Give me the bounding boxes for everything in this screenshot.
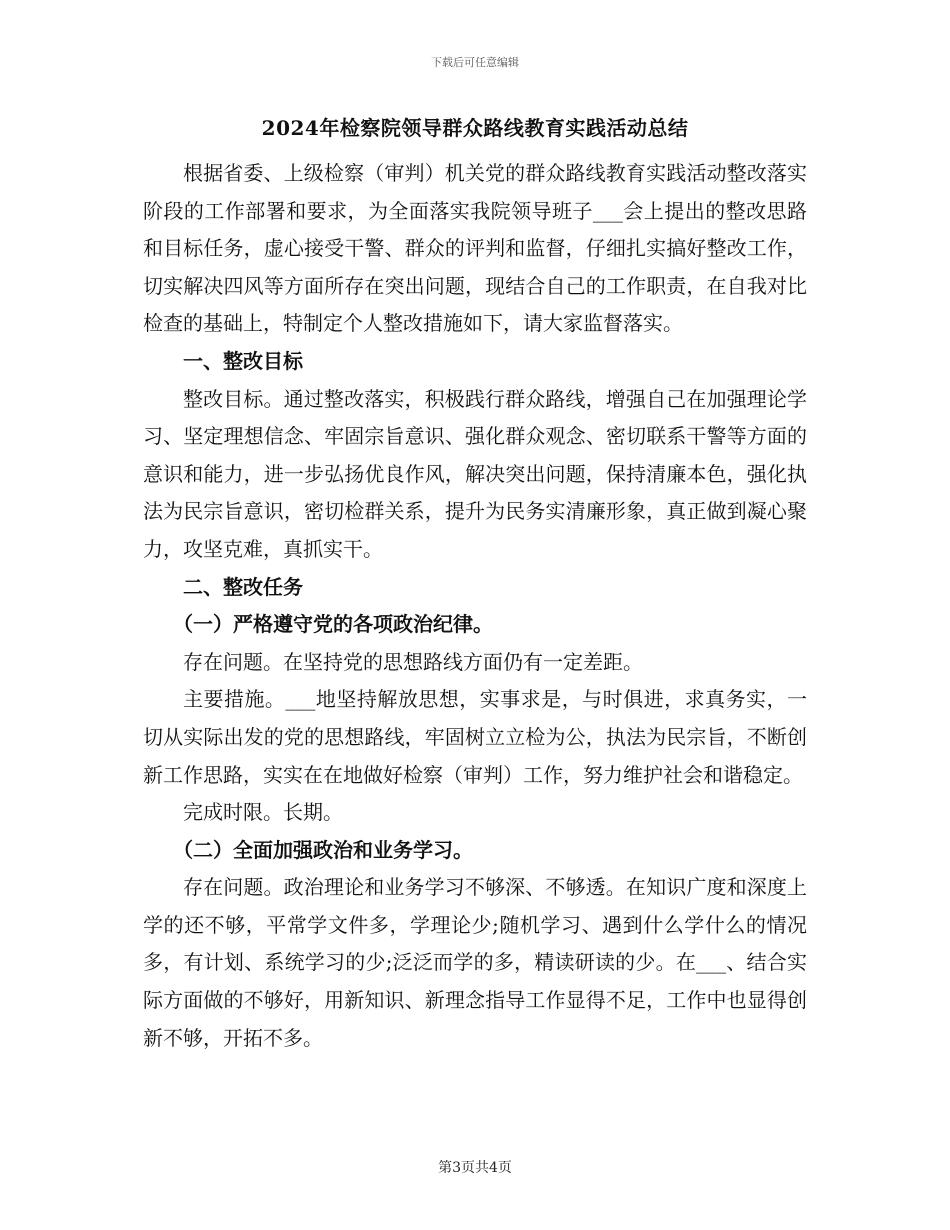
subsection-heading-study: （二）全面加强政治和业务学习。 bbox=[173, 837, 473, 862]
paragraph-problem-2: 存在问题。政治理论和业务学习不够深、不够透。在知识广度和深度上学的还不够，平常学文件多，学理论少;随机学习、遇到什么学什么的情况多，有计划、系统学习的少;泛泛而学的多，精读研读的少。在___、结合实际方面做的不够好，用新知识、新理念指导工作显得不足，工作中也显得创新不够，开拓不多。 bbox=[143, 875, 807, 1050]
paragraph-problem-1: 存在问题。在坚持党的思想路线方面仍有一定差距。 bbox=[183, 649, 643, 674]
paragraph-intro: 根据省委、上级检察（审判）机关党的群众路线教育实践活动整改落实阶段的工作部署和要求，为全面落实我院领导班子___会上提出的整改思路和目标任务，虚心接受干警、群众的评判和监督，仔细扎实搞好整改工作，切实解决四风等方面所存在突出问题，现结合自己的工作职责，在自我对比检查的基础上，特制定个人整改措施如下，请大家监督落实。 bbox=[143, 161, 807, 336]
subsection-heading-discipline: （一）严格遵守党的各项政治纪律。 bbox=[173, 612, 493, 637]
document-body bbox=[143, 155, 807, 1057]
section-heading-goals: 一、整改目标 bbox=[183, 348, 303, 373]
paragraph-goals: 整改目标。通过整改落实，积极践行群众路线，增强自己在加强理论学习、坚定理想信念、牢固宗旨意识、强化群众观念、密切联系干警等方面的意识和能力，进一步弘扬优良作风，解决突出问题，保持清廉本色，强化执法为民宗旨意识，密切检群关系，提升为民务实清廉形象，真正做到凝心聚力，攻坚克难，真抓实干。 bbox=[143, 386, 807, 561]
page-header-note: 下载后可任意编辑 bbox=[431, 56, 519, 69]
document-title: 2024年检察院领导群众路线教育实践活动总结 bbox=[261, 116, 689, 140]
paragraph-deadline-1: 完成时限。长期。 bbox=[183, 800, 343, 825]
section-heading-tasks: 二、整改任务 bbox=[183, 574, 303, 599]
page-number: 第3页共4页 bbox=[438, 1160, 512, 1176]
paragraph-measures-1: 主要措施。___地坚持解放思想，实事求是，与时俱进，求真务实，一切从实际出发的党的思想路线，牢固树立立检为公，执法为民宗旨，不断创新工作思路，实实在在地做好检察（审判）工作，努力维护社会和谐稳定。 bbox=[143, 687, 807, 787]
